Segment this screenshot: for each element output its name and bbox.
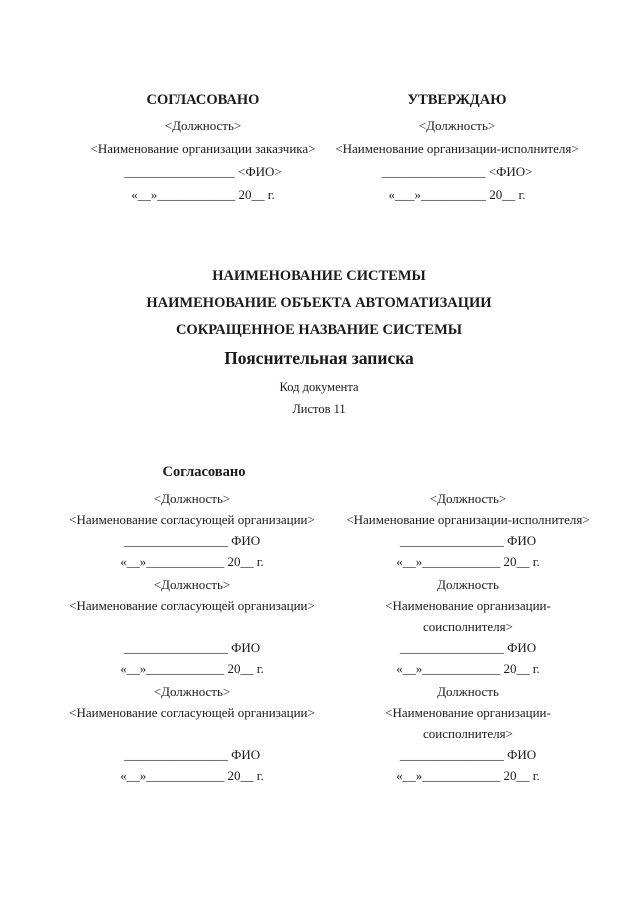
system-name-title: НАИМЕНОВАНИЕ СИСТЕМЫ — [212, 268, 426, 284]
automation-object-title: НАИМЕНОВАНИЕ ОБЪЕКТА АВТОМАТИЗАЦИИ — [146, 295, 492, 311]
signature-line: ________________ ФИО — [399, 640, 537, 655]
signature-line: ________________ ФИО — [123, 533, 261, 548]
organization-line: <Наименование организации-исполнителя> — [346, 512, 590, 527]
position-line: <Должность> — [153, 684, 231, 699]
organization-line: <Наименование согласующей организации> — [69, 512, 315, 527]
date-line: «__»____________ 20__ г. — [120, 661, 264, 676]
organization-line: <Наименование организации-исполнителя> — [335, 141, 579, 156]
position-line: Должность — [437, 577, 499, 592]
document-title: Пояснительная записка — [224, 348, 414, 368]
position-line: <Должность> — [429, 491, 507, 506]
approval-right-block — [330, 86, 584, 206]
date-line: «__»____________ 20__ г. — [131, 187, 275, 202]
position-line: <Должность> — [164, 118, 242, 133]
agreed-row — [54, 488, 606, 572]
signature-line: ________________ <ФИО> — [381, 164, 533, 179]
agreed-left-cell — [54, 574, 330, 679]
agreed-left-cell — [54, 488, 330, 572]
signature-line: ________________ ФИО — [399, 533, 537, 548]
agreed-row — [54, 574, 606, 679]
position-line: <Должность> — [153, 577, 231, 592]
organization-line-2: соисполнителя> — [423, 726, 513, 741]
organization-line: <Наименование организации- — [385, 598, 551, 613]
document-code: Код документа — [279, 380, 359, 394]
date-line: «___»__________ 20__ г. — [388, 187, 526, 202]
signature-line: ________________ ФИО — [399, 747, 537, 762]
sheets-count: Листов 11 — [292, 402, 346, 416]
organization-line-2 — [54, 723, 330, 744]
short-name-title: СОКРАЩЕННОЕ НАЗВАНИЕ СИСТЕМЫ — [175, 322, 463, 338]
agreed-section-heading: Согласовано — [162, 464, 246, 480]
organization-line: <Наименование согласующей организации> — [69, 705, 315, 720]
title-block — [0, 263, 638, 420]
organization-line-2: соисполнителя> — [423, 619, 513, 634]
date-line: «__»____________ 20__ г. — [396, 661, 540, 676]
approval-left-heading: СОГЛАСОВАНО — [146, 92, 260, 108]
agreed-left-cell — [54, 681, 330, 786]
date-line: «__»____________ 20__ г. — [120, 768, 264, 783]
signature-line: ________________ ФИО — [123, 747, 261, 762]
position-line: <Должность> — [418, 118, 496, 133]
position-line: <Должность> — [153, 491, 231, 506]
agreed-right-cell — [330, 488, 606, 572]
position-line: Должность — [437, 684, 499, 699]
organization-line: <Наименование организации- — [385, 705, 551, 720]
agreed-right-cell — [330, 681, 606, 786]
date-line: «__»____________ 20__ г. — [120, 554, 264, 569]
agreed-right-cell — [330, 574, 606, 679]
organization-line: <Наименование организации заказчика> — [90, 141, 316, 156]
organization-line: <Наименование согласующей организации> — [69, 598, 315, 613]
approval-section — [76, 0, 584, 206]
agreed-row — [54, 681, 606, 786]
agreed-signatures-table — [54, 488, 606, 786]
approval-left-block — [76, 86, 330, 206]
organization-line-2 — [54, 616, 330, 637]
signature-line: ________________ ФИО — [123, 640, 261, 655]
date-line: «__»____________ 20__ г. — [396, 554, 540, 569]
signature-line: _________________ <ФИО> — [124, 164, 282, 179]
approval-right-heading: УТВЕРЖДАЮ — [407, 92, 507, 108]
date-line: «__»____________ 20__ г. — [396, 768, 540, 783]
